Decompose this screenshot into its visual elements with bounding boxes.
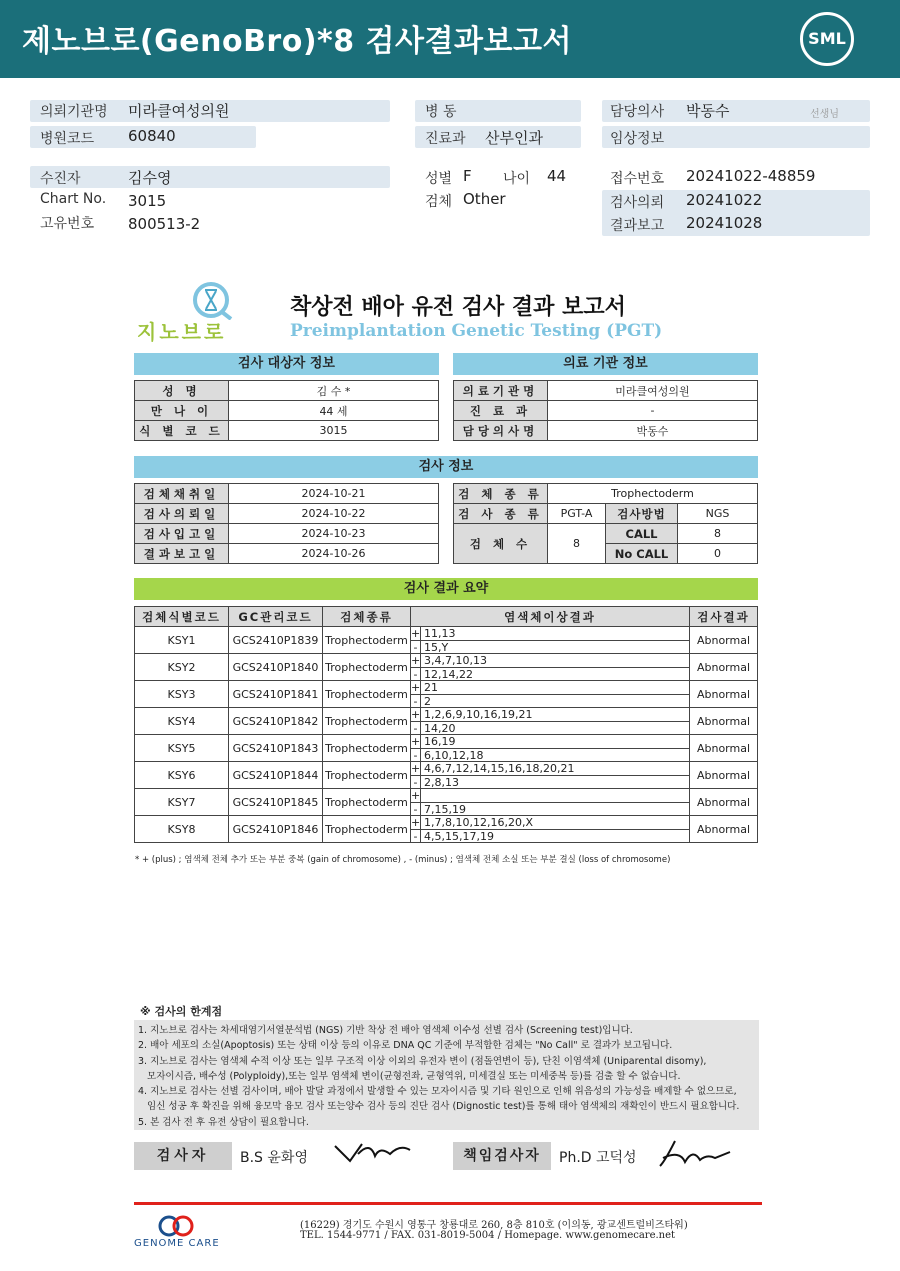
- request-label: 검사의뢰: [610, 195, 665, 211]
- loss-chromosomes: 15,Y: [424, 641, 449, 654]
- report-date-label: 결과보고일: [135, 544, 229, 564]
- report-title: 착상전 배아 유전 검사 결과 보고서: [290, 295, 626, 320]
- sex-value: F: [463, 167, 472, 185]
- request-value: 20241022: [686, 191, 763, 209]
- chromosome-result: [411, 789, 690, 816]
- sample-id: KSY7: [135, 789, 229, 816]
- department-value: 산부인과: [485, 129, 543, 147]
- medical-department-label: 진 료 과: [454, 401, 548, 421]
- limitation-line: 2. 배아 세포의 소실(Apoptosis) 또는 상태 이상 등의 이유로 DNA QC 기준에 부적합한 검체는 "No Call" 로 결과가 보고됩니다.: [138, 1040, 673, 1052]
- method-label: 검사방법: [606, 504, 678, 524]
- receive-label: 검사입고일: [135, 524, 229, 544]
- sample-id: KSY2: [135, 654, 229, 681]
- footer-contact: TEL. 1544-9771 / FAX. 031-8019-5004 / Homepage. www.genomecare.net: [300, 1230, 676, 1241]
- report-header: [0, 0, 900, 78]
- gc-code: GCS2410P1845: [229, 789, 323, 816]
- hospital-code-value: 60840: [128, 127, 176, 145]
- table-row: [135, 654, 758, 681]
- gc-code: GCS2410P1839: [229, 627, 323, 654]
- gain-chromosomes: 4,6,7,12,14,15,16,18,20,21: [424, 762, 575, 775]
- subject-name-label: 성 명: [135, 381, 229, 401]
- patient-bar: [30, 166, 390, 188]
- collect-date: 2024-10-21: [229, 484, 439, 504]
- test-dates-table: [134, 483, 439, 564]
- table-row: [135, 735, 758, 762]
- table-row: [135, 708, 758, 735]
- gain-chromosomes: 21: [424, 681, 438, 694]
- test-type: PGT-A: [548, 504, 606, 524]
- count: 8: [548, 524, 606, 564]
- subject-name: 김 수 *: [229, 381, 439, 401]
- medical-institution: 미라클여성의원: [548, 381, 758, 401]
- minus-sign: -: [411, 776, 421, 788]
- chart-label: Chart No.: [40, 191, 107, 207]
- medical-doctor-label: 담당의사명: [454, 421, 548, 441]
- doctor-value: 박동수: [686, 102, 730, 120]
- minus-sign: -: [411, 749, 421, 761]
- table-row: [135, 627, 758, 654]
- test-result: Abnormal: [690, 627, 758, 654]
- test-type-label: 검 사 종 류: [454, 504, 548, 524]
- plus-sign: +: [411, 816, 421, 829]
- sample-type: Trophectoderm: [323, 735, 411, 762]
- nocall-label: No CALL: [606, 544, 678, 564]
- collect-label: 검체채취일: [135, 484, 229, 504]
- chromosome-result: [411, 708, 690, 735]
- loss-chromosomes: 6,10,12,18: [424, 749, 484, 762]
- call-label: CALL: [606, 524, 678, 544]
- sample-type: Trophectoderm: [323, 681, 411, 708]
- col-header-result: 검사결과: [690, 607, 758, 627]
- loss-chromosomes: 12,14,22: [424, 668, 473, 681]
- footer-address: (16229) 경기도 수원시 영통구 창룡대로 260, 8층 810호 (이의동, 광교센트럴비즈타워): [300, 1220, 688, 1231]
- plus-sign: +: [411, 708, 421, 721]
- minus-sign: -: [411, 830, 421, 842]
- clinical-label: 임상정보: [610, 131, 665, 147]
- sample-type: Trophectoderm: [323, 654, 411, 681]
- limitation-line: 임신 성공 후 확진을 위해 융모막 융모 검사 또는양수 검사 등의 진단 검사 (Dignostic test)를 통해 태아 염색체의 재확인이 반드시 필요합니다.: [138, 1101, 740, 1113]
- genobro-logo-text: 지노브로: [137, 320, 227, 344]
- method: NGS: [678, 504, 758, 524]
- sml-logo: SML: [800, 12, 854, 66]
- test-result: Abnormal: [690, 816, 758, 843]
- report-value: 20241028: [686, 214, 763, 232]
- minus-sign: -: [411, 641, 421, 653]
- medical-institution-label: 의료기관명: [454, 381, 548, 401]
- sample-type: Trophectoderm: [323, 789, 411, 816]
- test-specimen-table: [453, 483, 758, 564]
- receipt-value: 20241022-48859: [686, 167, 816, 185]
- gc-code: GCS2410P1842: [229, 708, 323, 735]
- test-result: Abnormal: [690, 762, 758, 789]
- chief-label: 책임검사자: [453, 1142, 551, 1170]
- specimen-label: 검체: [425, 194, 453, 210]
- limitations-box: [134, 1020, 759, 1130]
- table-row: [135, 816, 758, 843]
- report-subtitle: Preimplantation Genetic Testing (PGT): [290, 321, 663, 341]
- minus-sign: -: [411, 668, 421, 680]
- col-header-id: 검체식별코드: [135, 607, 229, 627]
- chromosome-result: [411, 654, 690, 681]
- gain-chromosomes: 3,4,7,10,13: [424, 654, 487, 667]
- receive-date: 2024-10-23: [229, 524, 439, 544]
- gc-code: GCS2410P1843: [229, 735, 323, 762]
- loss-chromosomes: 2,8,13: [424, 776, 459, 789]
- nocall-count: 0: [678, 544, 758, 564]
- age-value: 44: [547, 167, 567, 185]
- plus-sign: +: [411, 681, 421, 694]
- test-result: Abnormal: [690, 789, 758, 816]
- sample-id: KSY1: [135, 627, 229, 654]
- genobro-logo-icon: [185, 280, 235, 320]
- receipt-label: 접수번호: [610, 171, 665, 187]
- test-result: Abnormal: [690, 681, 758, 708]
- report-date: 2024-10-26: [229, 544, 439, 564]
- chromosome-result: [411, 735, 690, 762]
- patient-value: 김수영: [128, 169, 172, 187]
- loss-chromosomes: 2: [424, 695, 431, 708]
- footer-divider: [134, 1202, 762, 1205]
- specimen-type-label: 검 체 종 류: [454, 484, 548, 504]
- limitations-title: ※ 검사의 한계점: [140, 1005, 223, 1018]
- loss-chromosomes: 7,15,19: [424, 803, 466, 816]
- minus-sign: -: [411, 803, 421, 815]
- table-row: [135, 762, 758, 789]
- subject-info-table: [134, 380, 439, 441]
- report-header-title: 제노브로(GenoBro)*8 검사결과보고서: [22, 24, 572, 59]
- col-header-chromosome: 염색체이상결과: [411, 607, 690, 627]
- chief-signature-icon: [655, 1136, 735, 1170]
- age-label: 나이: [503, 171, 531, 187]
- ward-label: 병 동: [425, 104, 457, 120]
- plus-sign: +: [411, 762, 421, 775]
- department-label: 진료과: [425, 131, 466, 147]
- sample-type: Trophectoderm: [323, 708, 411, 735]
- gc-code: GCS2410P1844: [229, 762, 323, 789]
- sample-type: Trophectoderm: [323, 816, 411, 843]
- request-date-label: 검사의뢰일: [135, 504, 229, 524]
- doctor-label: 담당의사: [610, 104, 665, 120]
- plus-sign: +: [411, 627, 421, 640]
- minus-sign: -: [411, 722, 421, 734]
- sample-id: KSY3: [135, 681, 229, 708]
- gain-chromosomes: 16,19: [424, 735, 456, 748]
- subject-code: 3015: [229, 421, 439, 441]
- hospital-code-label: 병원코드: [40, 131, 95, 147]
- plus-sign: +: [411, 789, 421, 802]
- doctor-suffix: 선생님: [810, 109, 839, 120]
- sample-id: KSY6: [135, 762, 229, 789]
- gc-code: GCS2410P1846: [229, 816, 323, 843]
- limitation-line: 4. 지노브로 검사는 선별 검사이며, 배아 발달 과정에서 발생할 수 있는 모자이시즘 및 기타 원인으로 인해 위음성의 가능성을 배제할 수 없으므로,: [138, 1086, 737, 1098]
- institution-label: 의뢰기관명: [40, 104, 108, 120]
- subject-info-title: 검사 대상자 정보: [134, 353, 439, 375]
- chart-value: 3015: [128, 192, 167, 210]
- subject-age-label: 만 나 이: [135, 401, 229, 421]
- gain-chromosomes: [421, 789, 424, 802]
- limitation-line: 3. 지노브로 검사는 염색체 수적 이상 또는 일부 구조적 이상 이외의 유전자 변이 (점돌연변이 등), 단친 이염색체 (Uniparental disomy),: [138, 1055, 707, 1067]
- medical-doctor: 박동수: [548, 421, 758, 441]
- genome-care-logo-text: GENOME CARE: [134, 1238, 220, 1249]
- sample-id: KSY8: [135, 816, 229, 843]
- patient-label: 수진자: [40, 171, 81, 187]
- institution-value: 미라클여성의원: [128, 102, 230, 120]
- test-result: Abnormal: [690, 735, 758, 762]
- minus-sign: -: [411, 695, 421, 707]
- loss-chromosomes: 14,20: [424, 722, 456, 735]
- tester-name: B.S 윤화영: [240, 1150, 308, 1166]
- gain-chromosomes: 1,2,6,9,10,16,19,21: [424, 708, 533, 721]
- genome-care-logo-icon: [157, 1214, 197, 1238]
- limitation-line: 5. 본 검사 전 후 유전 상담이 필요합니다.: [138, 1116, 309, 1128]
- request-date: 2024-10-22: [229, 504, 439, 524]
- subject-code-label: 식 별 코 드: [135, 421, 229, 441]
- gc-code: GCS2410P1840: [229, 654, 323, 681]
- medical-department: -: [548, 401, 758, 421]
- results-footnote: * + (plus) ; 염색체 전체 추가 또는 부분 중복 (gain of chromosome) , - (minus) ; 염색체 전체 소실 또는 부분 결실 (loss of chromosome): [135, 855, 671, 865]
- count-label: 검 체 수: [454, 524, 548, 564]
- medical-info-title: 의료 기관 정보: [453, 353, 758, 375]
- chromosome-result: [411, 762, 690, 789]
- medical-info-table: [453, 380, 758, 441]
- sample-type: Trophectoderm: [323, 627, 411, 654]
- plus-sign: +: [411, 735, 421, 748]
- subject-age: 44 세: [229, 401, 439, 421]
- chromosome-result: [411, 627, 690, 654]
- report-label: 결과보고: [610, 218, 665, 234]
- gain-chromosomes: 1,7,8,10,12,16,20,X: [424, 816, 533, 829]
- limitation-line: 모자이시즘, 배수성 (Polyploidy),또는 일부 염색체 변이(균형전좌, 균형역위, 미세결실 또는 미세중복 등)를 검출 할 수 없습니다.: [138, 1070, 681, 1082]
- col-header-gc: GC관리코드: [229, 607, 323, 627]
- plus-sign: +: [411, 654, 421, 667]
- specimen-value: Other: [463, 190, 506, 208]
- gain-chromosomes: 11,13: [424, 627, 456, 640]
- sex-label: 성별: [425, 171, 453, 187]
- tester-label: 검사자: [134, 1142, 232, 1170]
- results-table: [134, 606, 758, 843]
- loss-chromosomes: 4,5,15,17,19: [424, 830, 494, 843]
- chief-name: Ph.D 고덕성: [559, 1150, 637, 1166]
- limitation-line: 1. 지노브로 검사는 차세대염기서열분석법 (NGS) 기반 착상 전 배아 염색체 이수성 선별 검사 (Screening test)입니다.: [138, 1025, 633, 1036]
- gc-code: GCS2410P1841: [229, 681, 323, 708]
- sample-id: KSY4: [135, 708, 229, 735]
- test-result: Abnormal: [690, 708, 758, 735]
- chromosome-result: [411, 816, 690, 843]
- call-count: 8: [678, 524, 758, 544]
- id-label: 고유번호: [40, 216, 95, 232]
- sample-type: Trophectoderm: [323, 762, 411, 789]
- id-value: 800513-2: [128, 215, 201, 233]
- table-row: [135, 789, 758, 816]
- table-row: [135, 681, 758, 708]
- specimen-type: Trophectoderm: [548, 484, 758, 504]
- chromosome-result: [411, 681, 690, 708]
- results-title: 검사 결과 요약: [134, 578, 758, 600]
- test-info-title: 검사 정보: [134, 456, 758, 478]
- sample-id: KSY5: [135, 735, 229, 762]
- test-result: Abnormal: [690, 654, 758, 681]
- col-header-type: 검체종류: [323, 607, 411, 627]
- tester-signature-icon: [330, 1136, 415, 1166]
